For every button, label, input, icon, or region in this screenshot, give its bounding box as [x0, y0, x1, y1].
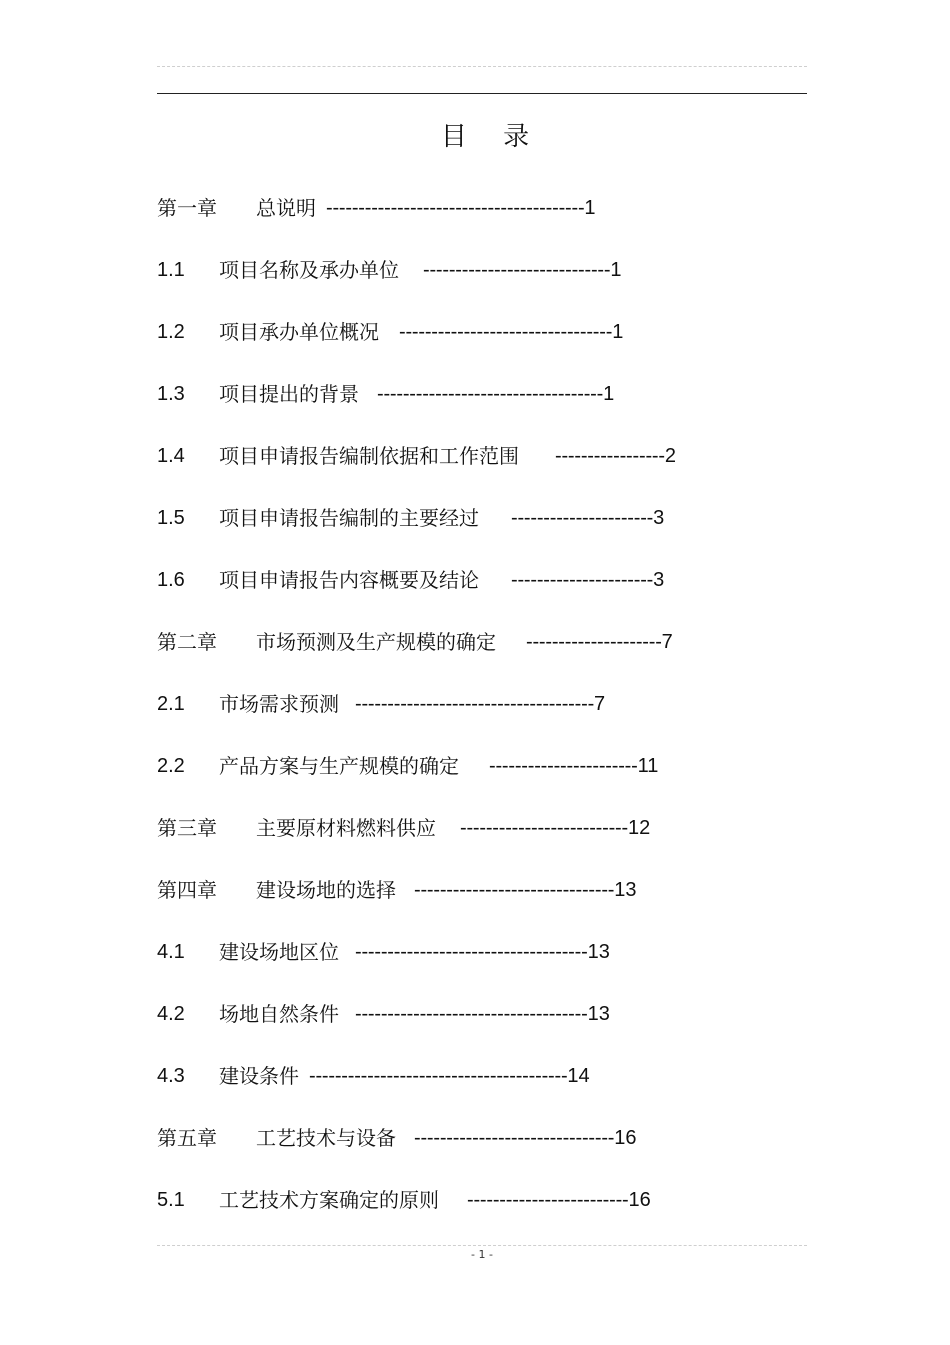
- toc-entry: [157, 562, 807, 624]
- toc-entry: [157, 810, 807, 872]
- toc-entry-leader: ---------------------: [526, 631, 662, 653]
- toc-entry-page: 16: [614, 1127, 637, 1149]
- toc-entry-leader: ------------------------------------: [355, 1003, 588, 1025]
- toc-entry-title: 场地自然条件: [219, 1002, 339, 1026]
- toc-entry-page: 3: [653, 569, 665, 591]
- toc-entry-number: 1.4: [157, 445, 185, 467]
- toc-entry-title: 项目申请报告内容概要及结论: [219, 568, 479, 592]
- toc-entry-title: 市场预测及生产规模的确定: [256, 630, 496, 654]
- toc-entry-leader: -------------------------------------: [355, 693, 595, 715]
- toc-entry-page: 3: [653, 507, 665, 529]
- toc-entry-title: 项目申请报告编制依据和工作范围: [219, 444, 519, 468]
- toc-entry-number: 1.5: [157, 507, 185, 529]
- toc-entry-title: 建设场地区位: [219, 940, 339, 964]
- toc-entry-number: 1.1: [157, 259, 185, 281]
- toc-entry-number: 第三章: [157, 816, 217, 840]
- toc-entry: [157, 500, 807, 562]
- toc-entry-number: 1.2: [157, 321, 185, 343]
- toc-entry-number: 第一章: [157, 196, 217, 220]
- toc-entry-leader: -----------------------------: [423, 259, 611, 281]
- toc-entry-leader: -----------------------------------: [377, 383, 604, 405]
- toc-entry-page: 1: [610, 259, 622, 281]
- toc-entry-page: 16: [628, 1189, 651, 1211]
- toc-entry-page: 13: [614, 879, 637, 901]
- toc-entry: [157, 934, 807, 996]
- toc-entry-number: 5.1: [157, 1189, 185, 1211]
- toc-entry-title: 项目提出的背景: [219, 382, 359, 406]
- toc-entry: [157, 438, 807, 500]
- toc-entry-number: 第四章: [157, 878, 217, 902]
- toc-entry-page: 12: [627, 817, 651, 839]
- toc-entry-page: 2: [664, 445, 676, 467]
- toc-entry: [157, 748, 807, 810]
- toc-entry-number: 1.3: [157, 383, 185, 405]
- toc-entry-title: 建设条件: [219, 1064, 299, 1088]
- toc-entry-leader: ----------------------------------------: [326, 197, 585, 219]
- toc-entry-leader: ----------------------: [511, 569, 654, 591]
- toc-entry-page: 1: [603, 383, 615, 405]
- toc-entry-page: 11: [637, 755, 659, 777]
- toc-entry-number: 2.2: [157, 755, 185, 777]
- toc-entry: [157, 1120, 807, 1182]
- toc-title: 目 录: [440, 122, 544, 152]
- toc-entry-title: 项目申请报告编制的主要经过: [219, 506, 479, 530]
- toc-entry: [157, 1058, 807, 1120]
- toc-entry-leader: -----------------------: [489, 755, 638, 777]
- toc-entry-leader: -------------------------------: [414, 879, 615, 901]
- toc-entry-number: 2.1: [157, 693, 185, 715]
- toc-entry-number: 第五章: [157, 1126, 217, 1150]
- toc-entry-page: 14: [567, 1065, 590, 1087]
- header-rule: [157, 93, 807, 94]
- page-number: - 1 -: [471, 1248, 493, 1261]
- toc-entry-page: 1: [584, 197, 596, 219]
- toc-entry-leader: ----------------------: [511, 507, 654, 529]
- toc-entry: [157, 686, 807, 748]
- toc-entry-title: 主要原材料燃料供应: [256, 816, 436, 840]
- toc-entry-leader: -------------------------------: [414, 1127, 615, 1149]
- toc-entry-title: 项目名称及承办单位: [219, 258, 399, 282]
- toc-entry-title: 总说明: [256, 196, 316, 220]
- toc-entry-title: 建设场地的选择: [256, 878, 396, 902]
- toc-entry: [157, 872, 807, 934]
- toc-entry-leader: -------------------------: [467, 1189, 629, 1211]
- toc-entry: [157, 1182, 807, 1244]
- toc-entry-number: 第二章: [157, 630, 217, 654]
- toc-entry: [157, 252, 807, 314]
- toc-entry-page: 7: [594, 693, 606, 715]
- toc-entry-leader: --------------------------: [460, 817, 628, 839]
- toc-entry-leader: ------------------------------------: [355, 941, 588, 963]
- toc-entry-leader: ----------------------------------------: [309, 1065, 568, 1087]
- toc-entry-page: 7: [661, 631, 673, 653]
- toc-entry-title: 市场需求预测: [219, 692, 339, 716]
- toc-entry-number: 4.3: [157, 1065, 185, 1087]
- bottom-dashed-line: [157, 1245, 807, 1246]
- toc-entry-page: 1: [612, 321, 624, 343]
- toc-entry-title: 工艺技术方案确定的原则: [219, 1188, 439, 1212]
- toc-entry: [157, 376, 807, 438]
- top-dashed-line: [157, 66, 807, 67]
- toc-entry-title: 产品方案与生产规模的确定: [219, 754, 459, 778]
- toc-entry: [157, 314, 807, 376]
- toc-entry-number: 4.1: [157, 941, 185, 963]
- toc-entry-title: 工艺技术与设备: [256, 1126, 396, 1150]
- toc-entry-leader: -----------------: [555, 445, 665, 467]
- toc-entry: [157, 996, 807, 1058]
- toc-entry: [157, 190, 807, 252]
- toc-entry-number: 4.2: [157, 1003, 185, 1025]
- toc-entry-page: 13: [587, 1003, 610, 1025]
- toc-entry-page: 13: [587, 941, 610, 963]
- toc-entry: [157, 624, 807, 686]
- toc-entry-number: 1.6: [157, 569, 185, 591]
- toc-list: [157, 190, 807, 1244]
- toc-entry-leader: ---------------------------------: [399, 321, 613, 343]
- toc-entry-title: 项目承办单位概况: [219, 320, 379, 344]
